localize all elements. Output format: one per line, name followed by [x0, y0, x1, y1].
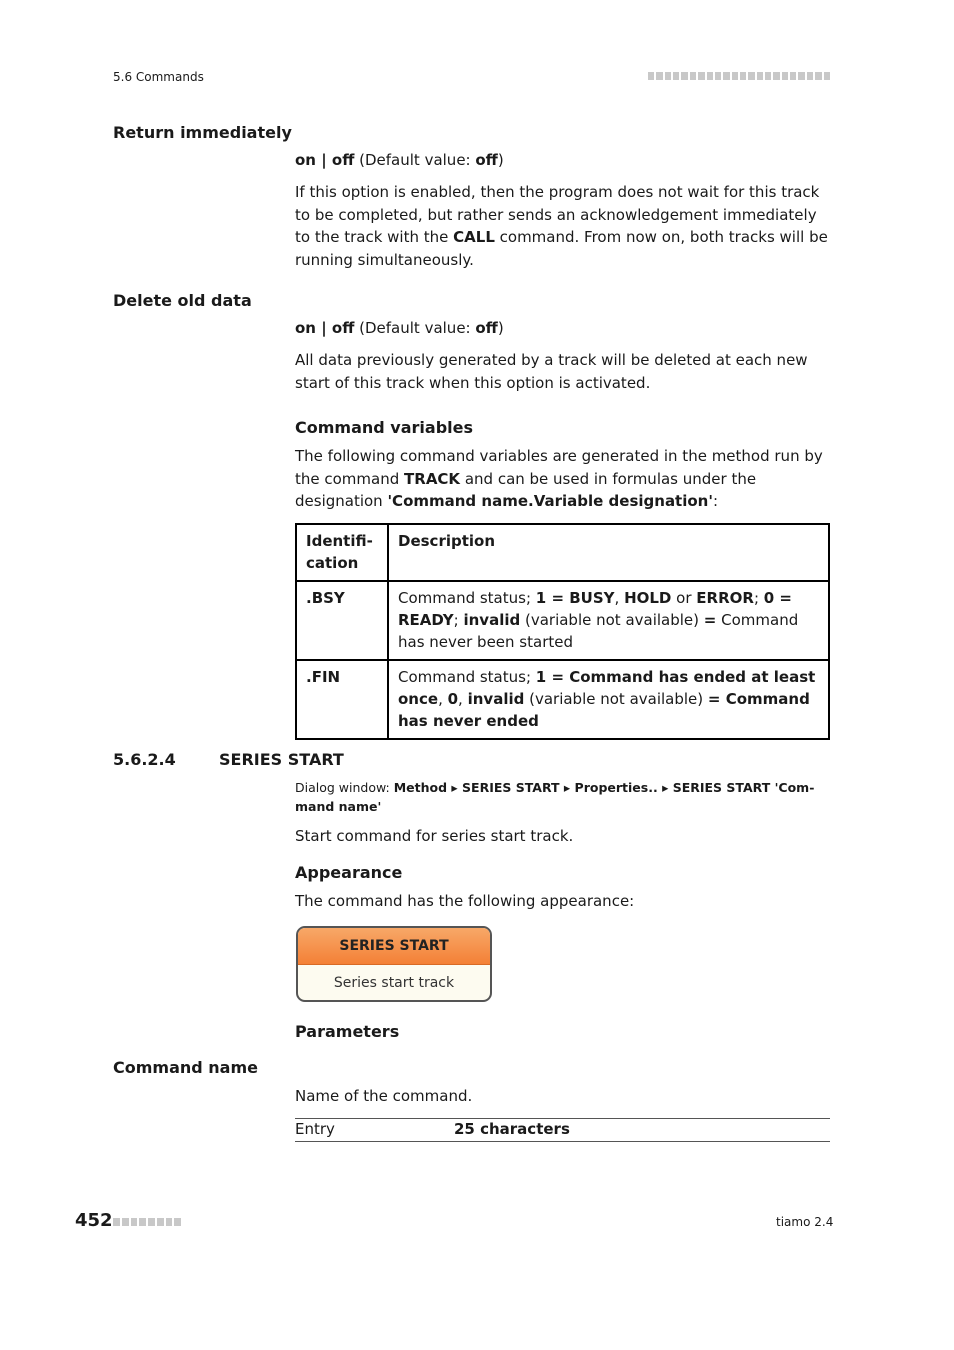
term-command-name: Command name	[113, 1058, 258, 1077]
appearance-heading: Appearance	[295, 863, 403, 882]
command-variables-intro: The following command variables are generated in the method run by the command TRACK and can be used in formulas under the designation 'Command name.Variable designation':	[295, 447, 823, 510]
table-row	[296, 581, 829, 660]
command-box-subtitle: Series start track	[333, 974, 455, 991]
footer-dot-bar	[113, 1218, 181, 1226]
return-immediately-description: If this option is enabled, then the program does not wait for this track to be completed, but rather sends an acknowledgement immediately to the track with the CALL command. From now on, both tracks will be running simultaneously.	[295, 183, 828, 269]
footer-product: tiamo 2.4	[776, 1215, 834, 1229]
section-description: Start command for series start track.	[295, 827, 574, 845]
page-number: 452	[75, 1210, 113, 1231]
table-header-row	[296, 524, 829, 581]
running-header-section: 5.6 Commands	[113, 70, 204, 84]
dialog-window-path: Dialog window: Method ▸ SERIES START ▸ Properties.. ▸ SERIES START 'Com-mand name'	[295, 780, 815, 814]
entry-label: Entry	[295, 1120, 335, 1138]
term-delete-old-data: Delete old data	[113, 291, 252, 310]
entry-value: 25 characters	[454, 1120, 570, 1138]
section-number: 5.6.2.4	[113, 750, 176, 769]
header-identification: Identifi- cation	[296, 524, 388, 581]
delete-old-data-description: All data previously generated by a track will be deleted at each new start of this track when this option is activated.	[295, 351, 808, 392]
cell-identification: .BSY	[296, 581, 388, 660]
header-description: Description	[388, 524, 829, 581]
header-dot-bar	[648, 72, 830, 80]
entry-bottom-rule	[295, 1141, 830, 1142]
command-variables-heading: Command variables	[295, 418, 473, 437]
command-variables-table	[295, 523, 830, 740]
section-title: SERIES START	[219, 750, 344, 769]
term-return-immediately: Return immediately	[113, 123, 292, 142]
table-row	[296, 660, 829, 739]
command-box-title: SERIES START	[298, 928, 490, 965]
command-name-description: Name of the command.	[295, 1087, 473, 1105]
return-immediately-values: on | off (Default value: off)	[295, 151, 504, 169]
delete-old-data-values: on | off (Default value: off)	[295, 319, 504, 337]
appearance-text: The command has the following appearance:	[295, 892, 635, 910]
parameters-heading: Parameters	[295, 1022, 400, 1041]
cell-description: Command status; 1 = BUSY, HOLD or ERROR; 0 = READY; invalid (variable not available) = Command has never been started	[388, 581, 829, 660]
cell-description: Command status; 1 = Command has ended at least once, 0, invalid (variable not available) = Command has never ended	[388, 660, 829, 739]
cell-identification: .FIN	[296, 660, 388, 739]
series-start-command-box	[296, 926, 492, 1002]
